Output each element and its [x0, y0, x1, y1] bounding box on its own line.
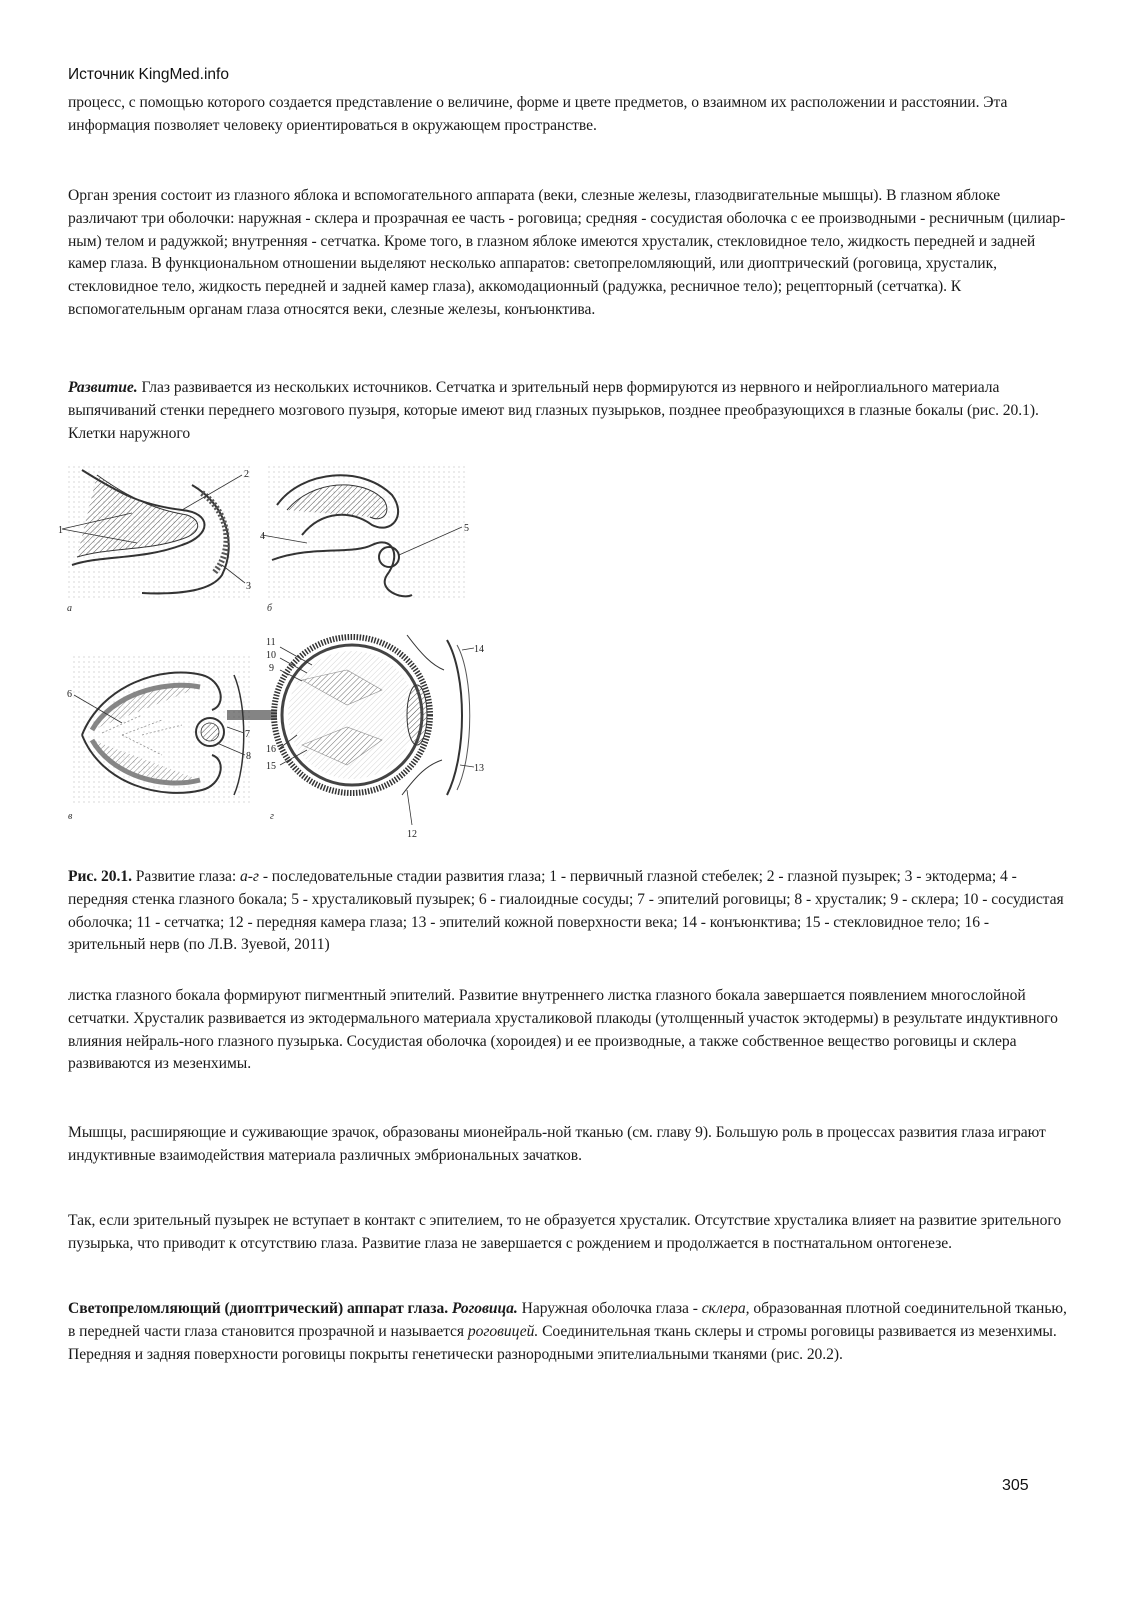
figure-label-4: 4	[260, 531, 265, 542]
figure-label-13: 13	[474, 763, 484, 774]
development-heading: Развитие.	[68, 379, 138, 396]
sclera-term: склера,	[701, 1300, 750, 1317]
panel-letter-a: а	[67, 603, 72, 614]
figure-label-6: 6	[67, 689, 72, 700]
figure-eye-development	[58, 465, 492, 855]
figure-label-2: 2	[244, 469, 249, 480]
figure-label-8: 8	[246, 751, 251, 762]
caption-stages: а-г	[240, 868, 259, 885]
paragraph-vision-intro: процесс, с помощью которого создается представление о величине, форме и цвете предметов, о взаимном их расположении и расстоянии. Эта информация позволяет человеку ориентироваться в окружающем пространстве.	[68, 94, 1008, 134]
panel-letter-c: в	[68, 811, 73, 822]
panel-letter-d: г	[270, 811, 274, 822]
panel-b-drawing	[262, 465, 467, 600]
caption-text-legend: - последовательные стадии развития глаза; 1 - первичный глазной стебелек; 2 - глазной пузырек; 3 - эктодерма; 4 - передняя стенка глазного бокала; 5 - хрусталиковый пузырек; 6 - гиалоидные сосуды; 7 - эпителий роговицы; 8 - хрусталик; 9 - склера; 10 - сосудистая оболочка; 11 - сетчатка; 12 - передняя камера глаза; 13 - эпителий кожной поверхности века; 14 - конъюнктива; 15 - стекловидное тело; 16 - зрительный нерв (по Л.В. Зуевой, 2011)	[68, 868, 1064, 954]
dioptric-text-3: Соединительная ткань склеры и стромы роговицы развивается из мезенхимы. Передняя и задняя поверхности роговицы покрыты генетически разнородными эпителиальными тканями (рис. 20.2).	[68, 1322, 1057, 1363]
dioptric-heading: Светопреломляющий (диоптрический) аппарат глаза.	[68, 1300, 449, 1317]
paragraph-optic-vesicle: Так, если зрительный пузырек не вступает в контакт с эпителием, то не образуется хрусталик. Отсутствие хрусталика влияет на развитие зрительного пузырька, что приводит к отсутствию глаза. Развитие глаза не завершается с рождением и продолжается в постнатальном онтогенезе.	[68, 1212, 1062, 1252]
figure-caption	[68, 866, 1068, 957]
panel-letter-b: б	[267, 603, 273, 614]
figure-label-7: 7	[245, 729, 250, 740]
figure-label-10: 10	[266, 650, 276, 661]
development-text: Глаз развивается из нескольких источников. Сетчатка и зрительный нерв формируются из нервного и нейроглиального материала выпячиваний стенки переднего мозгового пузыря, которые имеют вид глазных пузырьков, позднее преобразующихся в глазные бокалы (рис. 20.1). Клетки наружного	[68, 379, 1039, 442]
dioptric-text-1: Наружная оболочка глаза -	[517, 1300, 702, 1317]
figure-label-1: 1	[58, 525, 63, 536]
paragraph-development	[68, 377, 1068, 445]
dioptric-text-2: образованная плотной соединительной тканью, в передней части глаза становится прозрачной и называется	[68, 1300, 1067, 1340]
caption-text-start: Развитие глаза:	[131, 868, 241, 885]
cornea-term: роговицей.	[467, 1322, 539, 1340]
cornea-heading: Роговица.	[451, 1300, 518, 1317]
source-header: Источник KingMed.info	[68, 66, 229, 83]
figure-label-3: 3	[246, 581, 251, 592]
paragraph-pigment-epithelium: листка глазного бокала формируют пигментный эпителий. Развитие внутреннего листка глазного бокала завершается появлением многослойной сетчатки. Хрусталик развивается из эктодермального материала хрусталиковой плакоды (утолщенный участок эктодермы) в результате индуктивного влияния нейраль-ного глазного пузырька. Сосудистая оболочка (хороидея) и ее производные, а также собственное вещество роговицы и склера развиваются из мезенхимы.	[68, 987, 1058, 1073]
panel-d-drawing	[227, 635, 474, 825]
paragraph-organ-of-vision: Орган зрения состоит из глазного яблока и вспомогательного аппарата (веки, слезные железы, глазодвигательные мышцы). В глазном яблоке различают три оболочки: наружная - склера и прозрачная ее часть - роговица; средняя - сосудистая оболочка с ее производными - ресничным (цилиар-ным) телом и радужкой; внутренняя - сетчатка. Кроме того, в глазном яблоке имеются хрусталик, стекловидное тело, жидкость передней и задней камер глаза. В функциональном отношении выделяют несколько аппаратов: светопреломляющий, или диоптрический (роговица, хрусталик, стекловидное тело, жидкость передней и задней камер глаза), аккомодационный (радужка, ресничное тело); рецепторный (сетчатка). К вспомогательным органам глаза относятся веки, слезные железы, конъюнктива.	[68, 187, 1066, 318]
page-number: 305	[1002, 1477, 1029, 1494]
figure-label-14: 14	[474, 644, 484, 655]
panel-c-drawing	[72, 655, 252, 805]
figure-label-11: 11	[266, 637, 276, 648]
caption-label: Рис. 20.1.	[68, 868, 132, 885]
figure-label-9: 9	[269, 663, 274, 674]
figure-label-16: 16	[266, 744, 276, 755]
eye-development-illustration	[58, 465, 492, 855]
panel-a-drawing	[62, 465, 252, 600]
figure-label-12: 12	[407, 829, 417, 840]
figure-label-5: 5	[464, 523, 469, 534]
figure-label-15: 15	[266, 761, 276, 772]
paragraph-dioptric-apparatus	[68, 1298, 1068, 1366]
paragraph-muscles: Мышцы, расширяющие и суживающие зрачок, образованы мионейраль-ной тканью (см. главу 9). Большую роль в процессах развития глаза играют индуктивные взаимодействия материала различных эмбриональных зачатков.	[68, 1124, 1046, 1164]
